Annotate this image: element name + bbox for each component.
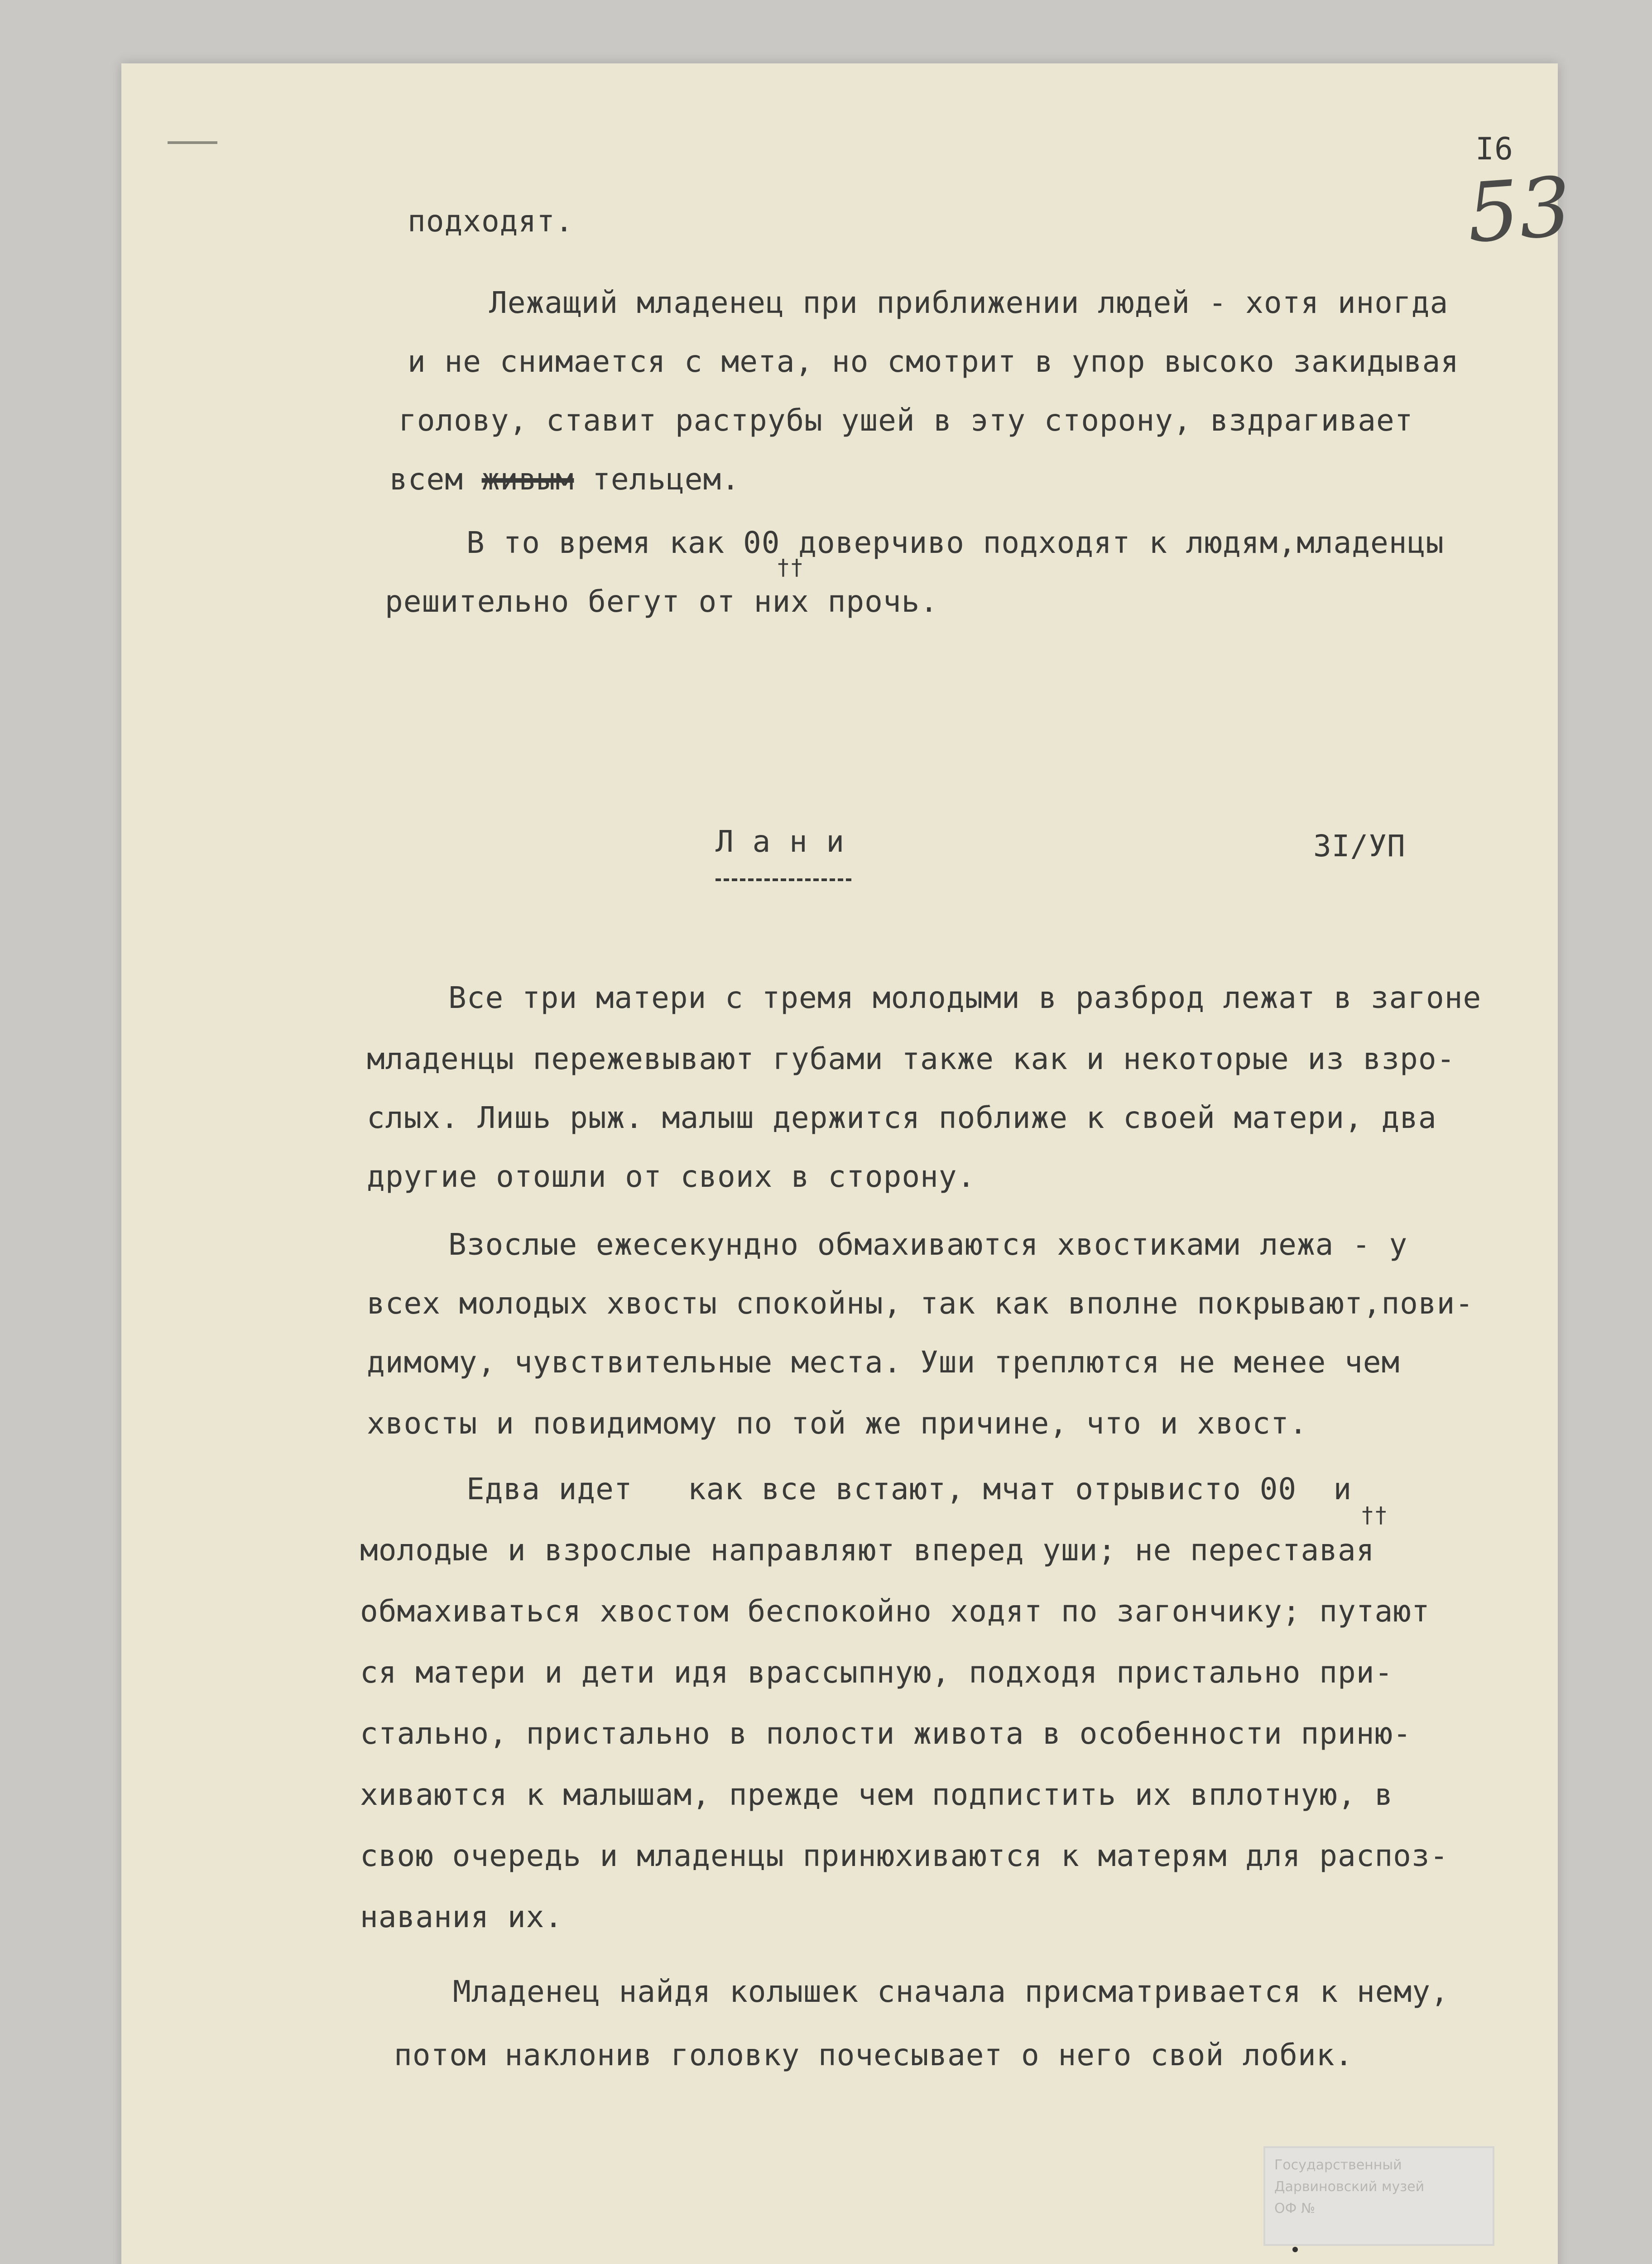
section-date: 3I/УП (1313, 829, 1406, 863)
text-line: младенцы пережевывают губами также как и некоторые из взро- (367, 1041, 1455, 1076)
text-segment: всем (389, 462, 482, 497)
text-line: подходят. (408, 204, 574, 239)
struck-word: живым (481, 462, 574, 497)
text-segment: тельцем. (574, 462, 740, 497)
text-line: потом наклонив головку почесывает о него свой лобик. (394, 2038, 1354, 2072)
text-line: молодые и взрослые направляют вперед уши; не переставая (360, 1533, 1375, 1568)
title-underline (716, 878, 851, 881)
text-line: всех молодых хвосты спокойны, так как вполне покрывают,пови- (367, 1286, 1474, 1321)
text-line: голову, ставит раструбы ушей в эту сторону, вздрагивает (399, 403, 1413, 438)
stamp-line: Дарвиновский музей (1274, 2179, 1425, 2195)
text-line: Лежащий младенец при приближении людей - хотя иногда (489, 285, 1449, 320)
text-line: и не снимается с мета, но смотрит в упор высоко закидывая (408, 344, 1459, 379)
archive-stamp (1263, 2146, 1494, 2246)
text-line: ся матери и дети идя врассыпную, подходя пристально при- (360, 1655, 1393, 1690)
text-line: слых. Лишь рыж. малыш держится поближе к своей матери, два (367, 1100, 1437, 1135)
text-line: Едва идет как все встают, мчат отрывисто 00 и (466, 1472, 1352, 1506)
text-line: решительно бегут от них прочь. (385, 584, 939, 619)
text-line: обмахиваться хвостом беспокойно ходят по загончику; путают (360, 1594, 1430, 1629)
section-title: Л а н и (716, 824, 845, 859)
text-line: Взослые ежесекундно обмахиваются хвостиками лежа - у (448, 1227, 1408, 1262)
text-line: другие отошли от своих в сторону. (367, 1159, 976, 1194)
stamp-line: Государственный (1274, 2157, 1402, 2173)
text-line: Все три матери с тремя молодыми в разброд лежат в загоне (448, 980, 1482, 1015)
margin-dash (168, 141, 217, 144)
page-number: I6 (1475, 131, 1513, 167)
text-line: навания их. (360, 1899, 563, 1934)
cross-mark: †† (1361, 1502, 1388, 1528)
text-line: димому, чувствительные места. Уши треплются не менее чем (367, 1345, 1400, 1380)
text-line: Младенец найдя колышек сначала присматривается к нему, (453, 1974, 1449, 2009)
text-line: стально, пристально в полости живота в особенности приню- (360, 1716, 1412, 1751)
text-line: хиваются к малышам, прежде чем подпистить их вплотную, в (360, 1777, 1393, 1812)
folio-number: 53 (1464, 159, 1575, 261)
text-line (389, 462, 740, 497)
text-line: В то время как 00 доверчиво подходят к людям,младенцы (466, 525, 1444, 560)
text-line: хвосты и повидимому по той же причине, что и хвост. (367, 1406, 1308, 1441)
cross-mark: †† (777, 555, 804, 580)
text-line: свою очередь и младенцы принюхиваются к матерям для распоз- (360, 1838, 1449, 1873)
ink-dot (1292, 2247, 1298, 2252)
stamp-line: ОФ № (1274, 2201, 1316, 2216)
